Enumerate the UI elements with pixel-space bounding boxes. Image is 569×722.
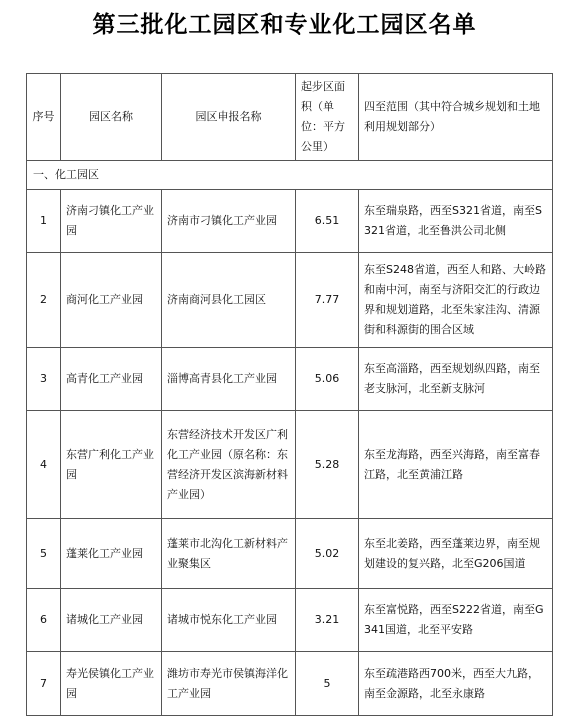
cell-area: 7.77 xyxy=(296,253,359,348)
table-header-row xyxy=(27,74,553,161)
cell-declared-name: 济南商河县化工园区 xyxy=(162,253,296,348)
table-row xyxy=(27,652,553,716)
cell-index: 2 xyxy=(27,253,61,348)
cell-index: 6 xyxy=(27,589,61,652)
cell-scope: 东至瑞泉路，西至S321省道，南至S321省道，北至鲁洪公司北侧 xyxy=(359,190,553,253)
cell-index: 5 xyxy=(27,519,61,589)
cell-area: 3.21 xyxy=(296,589,359,652)
header-park-name: 园区名称 xyxy=(61,74,162,161)
cell-declared-name: 东营经济技术开发区广利化工产业园（原名称：东营经济开发区滨海新材料产业园） xyxy=(162,411,296,519)
cell-declared-name: 淄博高青县化工产业园 xyxy=(162,348,296,411)
cell-index: 4 xyxy=(27,411,61,519)
table-row xyxy=(27,519,553,589)
section-row xyxy=(27,161,553,190)
cell-area: 5.02 xyxy=(296,519,359,589)
cell-scope: 东至北姜路，西至蓬莱边界，南至规划建设的复兴路，北至G206国道 xyxy=(359,519,553,589)
header-area: 起步区面积（单位：平方公里） xyxy=(296,74,359,161)
cell-park-name: 诸城化工产业园 xyxy=(61,589,162,652)
page-title: 第三批化工园区和专业化工园区名单 xyxy=(92,11,477,38)
cell-park-name: 蓬莱化工产业园 xyxy=(61,519,162,589)
cell-park-name: 东营广利化工产业园 xyxy=(61,411,162,519)
cell-area: 5.28 xyxy=(296,411,359,519)
park-list-table xyxy=(26,73,553,716)
cell-park-name: 高青化工产业园 xyxy=(61,348,162,411)
cell-index: 1 xyxy=(27,190,61,253)
cell-scope: 东至高淄路，西至规划纵四路，南至老支脉河，北至新支脉河 xyxy=(359,348,553,411)
cell-index: 7 xyxy=(27,652,61,716)
cell-index: 3 xyxy=(27,348,61,411)
cell-scope: 东至龙海路，西至兴海路，南至富春江路，北至黄浦江路 xyxy=(359,411,553,519)
section-label: 一、化工园区 xyxy=(27,161,553,190)
table-row xyxy=(27,589,553,652)
table-row xyxy=(27,190,553,253)
cell-area: 5 xyxy=(296,652,359,716)
table-row xyxy=(27,253,553,348)
cell-declared-name: 济南市刁镇化工产业园 xyxy=(162,190,296,253)
cell-scope: 东至富悦路，西至S222省道，南至G341国道，北至平安路 xyxy=(359,589,553,652)
cell-area: 6.51 xyxy=(296,190,359,253)
header-scope: 四至范围（其中符合城乡规划和土地利用规划部分） xyxy=(359,74,553,161)
cell-area: 5.06 xyxy=(296,348,359,411)
header-declared-name: 园区申报名称 xyxy=(162,74,296,161)
table-row xyxy=(27,411,553,519)
cell-declared-name: 蓬莱市北沟化工新材料产业聚集区 xyxy=(162,519,296,589)
cell-declared-name: 诸城市悦东化工产业园 xyxy=(162,589,296,652)
cell-park-name: 寿光侯镇化工产业园 xyxy=(61,652,162,716)
cell-scope: 东至疏港路西700米，西至大九路，南至金源路，北至永康路 xyxy=(359,652,553,716)
cell-park-name: 济南刁镇化工产业园 xyxy=(61,190,162,253)
cell-park-name: 商河化工产业园 xyxy=(61,253,162,348)
table-row xyxy=(27,348,553,411)
cell-declared-name: 潍坊市寿光市侯镇海洋化工产业园 xyxy=(162,652,296,716)
header-index: 序号 xyxy=(27,74,61,161)
cell-scope: 东至S248省道，西至人和路、大岭路和南中河，南至与济阳交汇的行政边界和规划道路，北至朱家洼沟、清源街和科源街的围合区域 xyxy=(359,253,553,348)
